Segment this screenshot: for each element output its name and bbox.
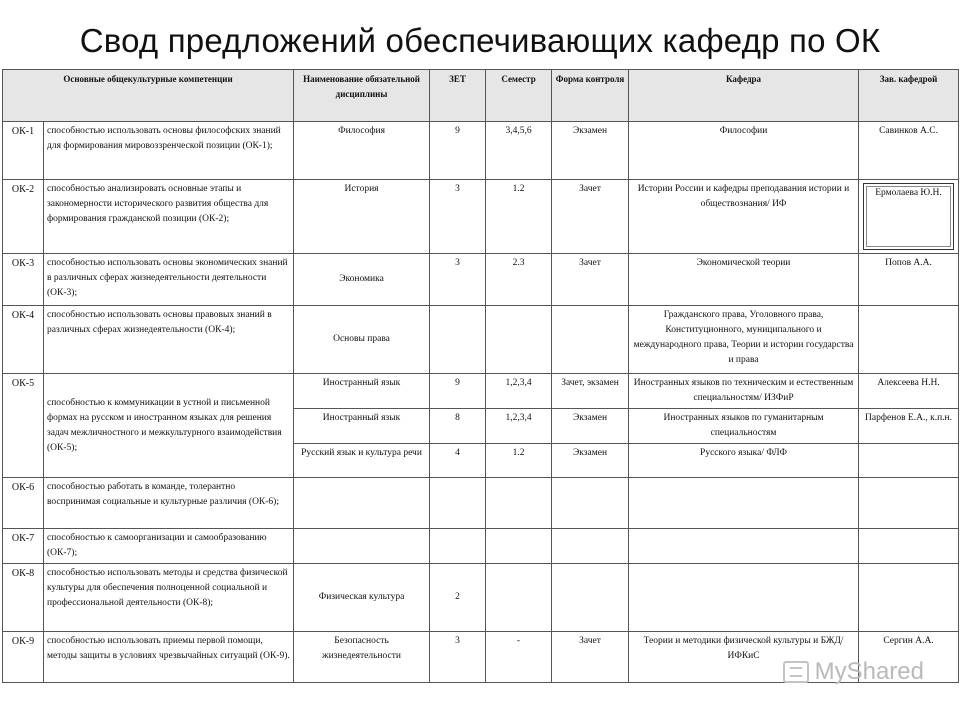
head-cell: Савинков А.С. (859, 122, 959, 180)
competency-code: ОК-1 (3, 122, 44, 180)
head-cell (859, 180, 959, 254)
department-cell: Истории России и кафедры преподавания истории и обществознания/ ИФ (629, 180, 859, 254)
control-cell (552, 306, 629, 374)
head-cell: Парфенов Е.А., к.п.н. (859, 409, 959, 444)
competency-code: ОК-8 (3, 564, 44, 632)
control-cell: Зачет (552, 632, 629, 683)
semester-cell: 2.3 (486, 254, 552, 306)
competency-description: способностью использовать основы правовых знаний в различных сферах жизнедеятельности (ОК-4); (44, 306, 294, 374)
table-row (3, 374, 959, 409)
department-cell: Иностранных языков по гуманитарным специальностям (629, 409, 859, 444)
table-row (3, 180, 959, 254)
department-cell: Гражданского права, Уголовного права, Конституционного, муниципального и международного права, Теории и истории государства и права (629, 306, 859, 374)
competency-code: ОК-3 (3, 254, 44, 306)
competency-description: способностью использовать приемы первой помощи, методы защиты в условиях чрезвычайных ситуаций (ОК-9). (44, 632, 294, 683)
semester-cell: 1,2,3,4 (486, 409, 552, 444)
department-cell: Экономической теории (629, 254, 859, 306)
department-cell: Философии (629, 122, 859, 180)
zet-cell: 8 (430, 409, 486, 444)
head-cell (859, 564, 959, 632)
zet-cell: 3 (430, 180, 486, 254)
head-cell (859, 306, 959, 374)
competency-code: ОК-9 (3, 632, 44, 683)
discipline-cell: Физическая культура (294, 564, 430, 632)
table-row (3, 254, 959, 306)
watermark (783, 658, 924, 686)
department-cell (629, 529, 859, 564)
department-cell: Теории и методики физической культуры и БЖД/ ИФКиС (629, 632, 859, 683)
discipline-cell: Философия (294, 122, 430, 180)
competency-code: ОК-7 (3, 529, 44, 564)
discipline-cell: Основы права (294, 306, 430, 374)
competency-description: способностью использовать основы экономических знаний в различных сферах жизнедеятельности деятельности (ОК-3); (44, 254, 294, 306)
competency-description: способностью к коммуникации в устной и письменной формах на русском и иностранном языках для решения задач межличностного и межкультурного взаимодействия (ОК-5); (44, 374, 294, 478)
competency-description: способностью использовать основы философских знаний для формирования мировоззренческой позиции (ОК-1); (44, 122, 294, 180)
semester-cell (486, 306, 552, 374)
semester-cell (486, 564, 552, 632)
department-cell: Иностранных языков по техническим и естественным специальностям/ ИЗФиР (629, 374, 859, 409)
table-row (3, 564, 959, 632)
competency-code: ОК-2 (3, 180, 44, 254)
control-cell: Зачет (552, 254, 629, 306)
competency-table (2, 69, 959, 683)
header-control: Форма контроля (552, 70, 629, 122)
control-cell: Экзамен (552, 122, 629, 180)
discipline-cell: Иностранный язык (294, 374, 430, 409)
semester-cell: 3,4,5,6 (486, 122, 552, 180)
header-department: Кафедра (629, 70, 859, 122)
control-cell (552, 564, 629, 632)
head-name-box: Ермолаева Ю.Н. (863, 183, 954, 250)
zet-cell: 4 (430, 444, 486, 478)
zet-cell: 9 (430, 122, 486, 180)
semester-cell: - (486, 632, 552, 683)
control-cell: Экзамен (552, 409, 629, 444)
header-competencies: Основные общекультурные компетенции (3, 70, 294, 122)
table-row (3, 529, 959, 564)
page-title: Свод предложений обеспечивающих кафедр по ОК (79, 22, 881, 59)
zet-cell (430, 478, 486, 529)
header-head: Зав. кафедрой (859, 70, 959, 122)
competency-code: ОК-6 (3, 478, 44, 529)
header-row (3, 70, 959, 122)
head-cell (859, 478, 959, 529)
competency-description: способностью использовать методы и средства физической культуры для обеспечения полноценной социальной и профессиональной деятельности (ОК-8); (44, 564, 294, 632)
head-cell: Попов А.А. (859, 254, 959, 306)
discipline-cell: Иностранный язык (294, 409, 430, 444)
competency-code: ОК-5 (3, 374, 44, 478)
header-semester: Семестр (486, 70, 552, 122)
table-row (3, 122, 959, 180)
semester-cell: 1.2 (486, 180, 552, 254)
control-cell: Экзамен (552, 444, 629, 478)
discipline-cell (294, 478, 430, 529)
discipline-cell: Экономика (294, 254, 430, 306)
discipline-cell (294, 529, 430, 564)
semester-cell (486, 478, 552, 529)
zet-cell: 9 (430, 374, 486, 409)
watermark-text: MyShared (814, 658, 924, 685)
discipline-cell: История (294, 180, 430, 254)
competency-description: способностью работать в команде, толерантно воспринимая социальные и культурные различия (ОК-6); (44, 478, 294, 529)
semester-cell: 1,2,3,4 (486, 374, 552, 409)
competency-description: способностью к самоорганизации и самообразованию (ОК-7); (44, 529, 294, 564)
zet-cell: 2 (430, 564, 486, 632)
control-cell: Зачет, экзамен (552, 374, 629, 409)
department-cell (629, 478, 859, 529)
header-discipline: Наименование обязательной дисциплины (294, 70, 430, 122)
head-cell: Алексеева Н.Н. (859, 374, 959, 409)
semester-cell (486, 529, 552, 564)
control-cell (552, 478, 629, 529)
discipline-cell: Безопасность жизнедеятельности (294, 632, 430, 683)
zet-cell (430, 529, 486, 564)
control-cell: Зачет (552, 180, 629, 254)
department-cell: Русского языка/ ФЛФ (629, 444, 859, 478)
head-cell (859, 444, 959, 478)
presentation-icon (783, 661, 809, 683)
semester-cell: 1.2 (486, 444, 552, 478)
head-cell: Сергин А.А. (859, 632, 959, 683)
competency-code: ОК-4 (3, 306, 44, 374)
header-zet: ЗЕТ (430, 70, 486, 122)
table-row (3, 478, 959, 529)
head-cell (859, 529, 959, 564)
table-row (3, 306, 959, 374)
zet-cell (430, 306, 486, 374)
zet-cell: 3 (430, 254, 486, 306)
control-cell (552, 529, 629, 564)
department-cell (629, 564, 859, 632)
competency-description: способностью анализировать основные этапы и закономерности исторического развития общества для формирования гражданской позиции (ОК-2); (44, 180, 294, 254)
zet-cell: 3 (430, 632, 486, 683)
discipline-cell: Русский язык и культура речи (294, 444, 430, 478)
